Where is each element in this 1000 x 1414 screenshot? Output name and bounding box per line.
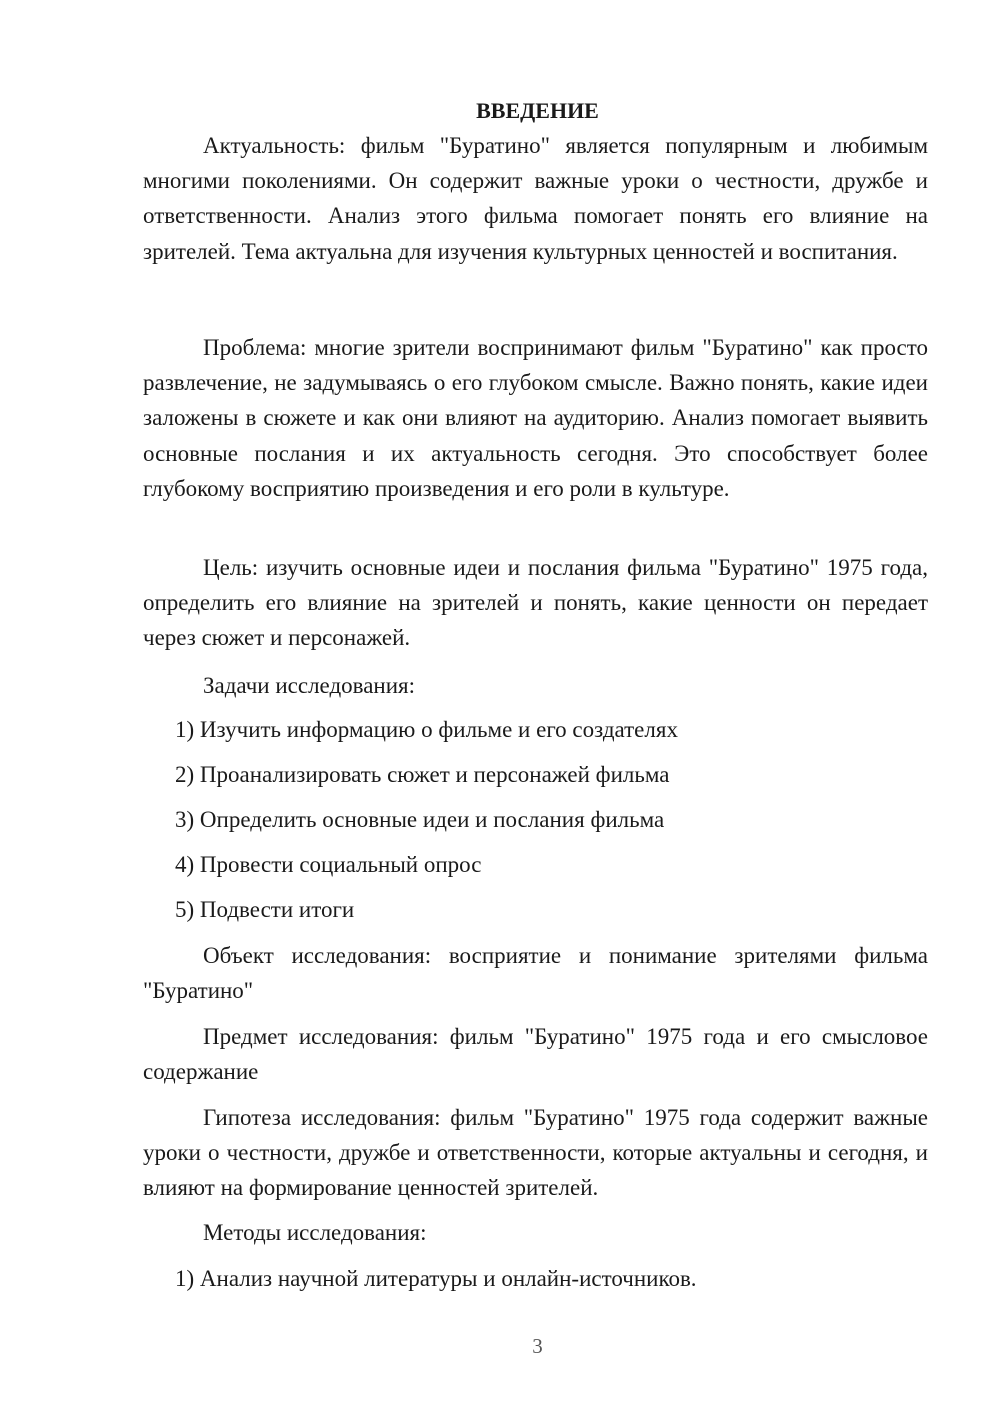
goal-paragraph: Цель: изучить основные идеи и послания фильма "Буратино" 1975 года, определить его влияние на зрителей и понять, какие ценности он передает через сюжет и персонажей. (143, 555, 928, 651)
task-item: 2) Проанализировать сюжет и персонажей фильма (175, 762, 670, 787)
tasks-title: Задачи исследования: (203, 673, 416, 698)
relevance-paragraph: Актуальность: фильм "Буратино" является популярным и любимым многими поколениями. Он содержит важные уроки о честности, дружбе и ответственности. Анализ этого фильма помогает понять его влияние на зрителей. Тема актуальна для изучения культурных ценностей и воспитания. (143, 133, 928, 264)
method-item: 1) Анализ научной литературы и онлайн-источников. (175, 1266, 697, 1291)
methods-title: Методы исследования: (203, 1220, 427, 1245)
subject-paragraph: Предмет исследования: фильм "Буратино" 1975 года и его смысловое содержание (143, 1024, 928, 1085)
hypothesis-paragraph: Гипотеза исследования: фильм "Буратино" 1975 года содержит важные уроки о честности, дружбе и ответственности, которые актуальны и сегодня, и влияют на формирование ценностей зрителей. (143, 1105, 928, 1201)
task-item: 4) Провести социальный опрос (175, 852, 482, 877)
object-paragraph: Объект исследования: восприятие и понимание зрителями фильма "Буратино" (143, 943, 928, 1004)
task-item: 5) Подвести итоги (175, 897, 355, 922)
problem-paragraph: Проблема: многие зрители воспринимают фильм "Буратино" как просто развлечение, не задумываясь о его глубоком смысле. Важно понять, какие идеи заложены в сюжете и как они влияют на аудиторию. Анализ помогает выявить основные послания и их актуальность сегодня. Это способствует более глубокому восприятию произведения и его роли в культуре. (143, 335, 928, 501)
section-heading: ВВЕДЕНИЕ (476, 98, 599, 123)
task-item: 3) Определить основные идеи и послания фильма (175, 807, 665, 832)
page-number: 3 (532, 1334, 543, 1358)
task-item: 1) Изучить информацию о фильме и его создателях (175, 717, 678, 742)
